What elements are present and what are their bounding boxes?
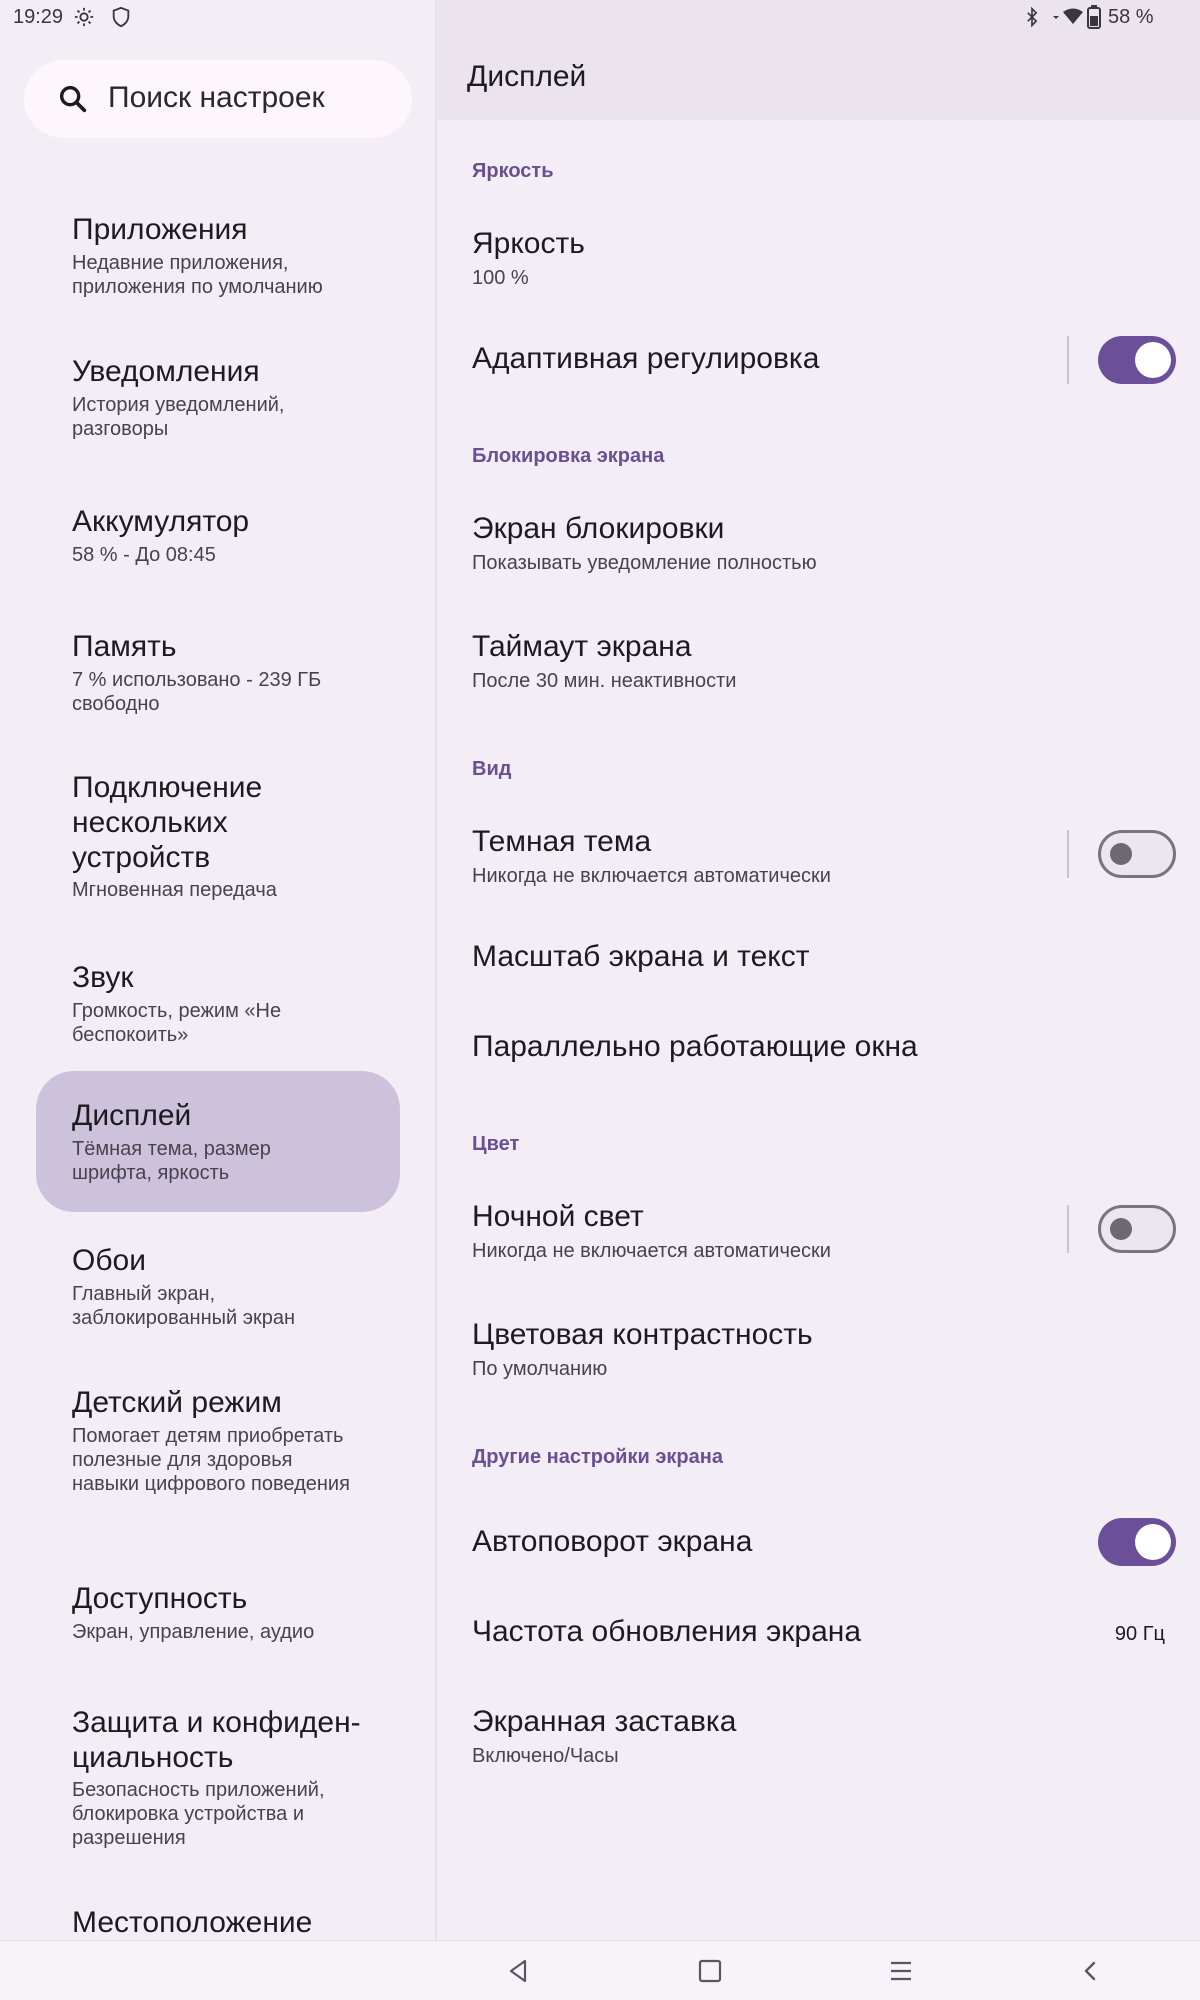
sidebar-item-multi-device[interactable] (36, 754, 400, 924)
dark-theme-subtitle: Никогда не включается автоматически (472, 865, 831, 887)
settings-sidebar (0, 0, 435, 2000)
sidebar-item-title: Память (72, 630, 177, 663)
sidebar-item-subtitle: Недавние приложения, приложения по умолчанию (72, 252, 323, 298)
row-separator (1067, 1205, 1069, 1253)
color-contrast-title: Цветовая контрастность (472, 1318, 813, 1351)
search-placeholder: Поиск настроек (108, 81, 325, 114)
sidebar-item-accessibility[interactable] (36, 1564, 400, 1674)
sidebar-item-title: Звук (72, 961, 134, 994)
search-bar[interactable] (24, 60, 412, 138)
section-lock-screen: Блокировка экрана (472, 445, 665, 467)
sidebar-item-title: Доступность (72, 1582, 248, 1615)
night-light-title: Ночной свет (472, 1200, 644, 1233)
home-icon[interactable] (692, 1953, 728, 1989)
refresh-rate-row[interactable] (437, 1595, 1200, 1675)
brightness-row[interactable] (437, 212, 1200, 302)
color-contrast-row[interactable] (437, 1303, 1200, 1393)
adaptive-brightness-toggle[interactable] (1098, 336, 1176, 384)
sidebar-item-sound[interactable] (36, 943, 400, 1073)
sidebar-item-title: Защита и конфиден-циальность (72, 1706, 361, 1774)
shield-icon (110, 6, 132, 28)
sidebar-item-subtitle: Громкость, режим «Не беспокоить» (72, 1000, 282, 1046)
sidebar-item-title: Обои (72, 1244, 146, 1277)
auto-rotate-row[interactable] (437, 1505, 1200, 1585)
section-other-display: Другие настройки экрана (472, 1446, 723, 1468)
color-contrast-subtitle: По умолчанию (472, 1358, 608, 1380)
display-settings-pane (437, 0, 1200, 1940)
bluetooth-icon (1022, 6, 1042, 28)
sidebar-item-title: Дисплей (72, 1099, 192, 1132)
screen-timeout-row[interactable] (437, 615, 1200, 705)
sidebar-item-title: Уведомления (72, 355, 260, 388)
sidebar-item-title: Детский режим (72, 1386, 282, 1419)
adaptive-brightness-title: Адаптивная регулировка (472, 342, 820, 375)
adaptive-brightness-row[interactable] (437, 322, 1200, 402)
toggle-knob (1135, 342, 1171, 378)
toggle-knob (1110, 1218, 1132, 1240)
lock-screen-title: Экран блокировки (472, 512, 725, 545)
sidebar-item-subtitle: 58 % - До 08:45 (72, 544, 216, 566)
sidebar-item-kids-mode[interactable] (36, 1368, 400, 1538)
gear-icon (73, 6, 95, 28)
screen-saver-subtitle: Включено/Часы (472, 1745, 619, 1767)
wifi-icon (1049, 8, 1085, 28)
auto-rotate-title: Автоповорот экрана (472, 1525, 753, 1558)
display-size-title: Масштаб экрана и текст (472, 940, 810, 973)
sidebar-item-title: Местоположение (72, 1906, 313, 1939)
sidebar-item-wallpaper[interactable] (36, 1226, 400, 1356)
page-title: Дисплей (467, 60, 587, 93)
lock-screen-row[interactable] (437, 497, 1200, 587)
screen-saver-row[interactable] (437, 1685, 1200, 1775)
sidebar-item-subtitle: Мгновенная передача (72, 879, 277, 901)
sidebar-item-battery[interactable] (36, 487, 400, 597)
sidebar-item-apps[interactable] (36, 195, 400, 325)
night-light-row[interactable] (437, 1185, 1200, 1275)
pane-header (437, 0, 1200, 120)
search-icon (56, 82, 90, 116)
system-nav-bar (0, 1940, 1200, 2000)
battery-percent: 58 % (1108, 6, 1154, 28)
sidebar-item-privacy[interactable] (36, 1689, 400, 1859)
toggle-knob (1135, 1524, 1171, 1560)
sidebar-item-subtitle: Экран, управление, аудио (72, 1621, 315, 1643)
back-icon[interactable] (500, 1953, 536, 1989)
parallel-windows-title: Параллельно работающие окна (472, 1030, 918, 1063)
sidebar-item-title: Приложения (72, 213, 248, 246)
sidebar-item-subtitle: Главный экран, заблокированный экран (72, 1283, 295, 1329)
brightness-title: Яркость (472, 227, 585, 260)
sidebar-item-subtitle: Тёмная тема, размер шрифта, яркость (72, 1138, 271, 1184)
sidebar-item-subtitle: 7 % использовано - 239 ГБ свободно (72, 669, 322, 715)
brightness-value: 100 % (472, 267, 529, 289)
sidebar-item-subtitle: История уведомлений, разговоры (72, 394, 285, 440)
display-size-row[interactable] (437, 920, 1200, 1000)
screen-timeout-title: Таймаут экрана (472, 630, 692, 663)
row-separator (1067, 336, 1069, 384)
toggle-knob (1110, 843, 1132, 865)
screen-timeout-subtitle: После 30 мин. неактивности (472, 670, 737, 692)
sidebar-item-storage[interactable] (36, 612, 400, 742)
dark-theme-title: Темная тема (472, 825, 652, 858)
screen-saver-title: Экранная заставка (472, 1705, 737, 1738)
battery-icon (1087, 5, 1101, 29)
refresh-rate-value: 90 Гц (1114, 1623, 1165, 1645)
refresh-rate-title: Частота обновления экрана (472, 1615, 862, 1648)
recents-menu-icon[interactable] (883, 1953, 919, 1989)
dark-theme-row[interactable] (437, 810, 1200, 900)
night-light-toggle[interactable] (1098, 1205, 1176, 1253)
sidebar-item-notifications[interactable] (36, 337, 400, 467)
night-light-subtitle: Никогда не включается автоматически (472, 1240, 831, 1262)
section-brightness: Яркость (472, 160, 554, 182)
sidebar-item-display[interactable] (36, 1071, 400, 1212)
dark-theme-toggle[interactable] (1098, 830, 1176, 878)
chevron-left-icon[interactable] (1073, 1953, 1109, 1989)
auto-rotate-toggle[interactable] (1098, 1518, 1176, 1566)
status-time: 19:29 (13, 6, 64, 28)
section-view: Вид (472, 758, 512, 780)
sidebar-item-subtitle: Безопасность приложений, блокировка устройства и разрешения (72, 1779, 325, 1849)
parallel-windows-row[interactable] (437, 1010, 1200, 1090)
sidebar-item-title: Аккумулятор (72, 505, 250, 538)
sidebar-item-subtitle: Помогает детям приобретать полезные для здоровья навыки цифрового поведения (72, 1425, 350, 1495)
row-separator (1067, 830, 1069, 878)
lock-screen-subtitle: Показывать уведомление полностью (472, 552, 817, 574)
sidebar-item-title: Подключение нескольких устройств (72, 771, 263, 874)
section-color: Цвет (472, 1133, 520, 1155)
